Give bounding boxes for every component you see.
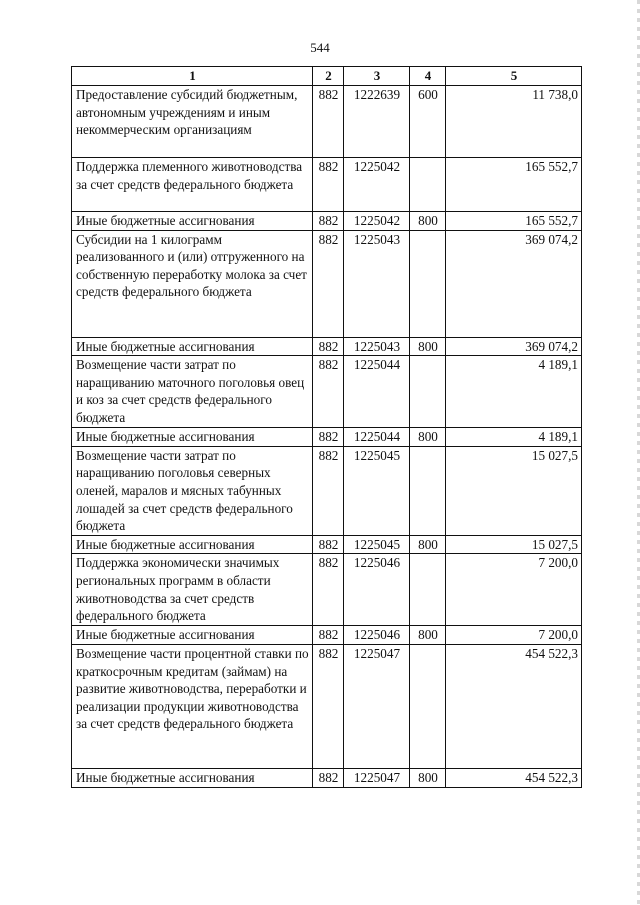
row-amount: 165 552,7 (446, 212, 582, 231)
row-code: 1225042 (344, 212, 410, 231)
row-type (410, 446, 446, 535)
row-amount: 15 027,5 (446, 446, 582, 535)
row-code: 1222639 (344, 86, 410, 158)
row-name: Субсидии на 1 килограмм реализованного и (или) отгруженного на собственную переработку молока за счет средств федерального бюджета (72, 230, 313, 337)
row-code: 1225044 (344, 428, 410, 447)
row-amount: 15 027,5 (446, 535, 582, 554)
row-admin: 882 (313, 554, 344, 626)
row-type: 800 (410, 212, 446, 231)
row-code: 1225045 (344, 535, 410, 554)
row-admin: 882 (313, 535, 344, 554)
row-name: Иные бюджетные ассигнования (72, 428, 313, 447)
row-admin: 882 (313, 212, 344, 231)
table-row (72, 768, 582, 787)
row-admin: 882 (313, 158, 344, 212)
row-amount: 369 074,2 (446, 230, 582, 337)
column-header-name: 1 (72, 67, 313, 86)
table-row (72, 428, 582, 447)
row-type: 800 (410, 626, 446, 645)
row-name: Иные бюджетные ассигнования (72, 212, 313, 231)
row-type: 600 (410, 86, 446, 158)
row-amount: 11 738,0 (446, 86, 582, 158)
row-amount: 4 189,1 (446, 356, 582, 428)
row-amount: 165 552,7 (446, 158, 582, 212)
row-name: Иные бюджетные ассигнования (72, 535, 313, 554)
column-header-code: 3 (344, 67, 410, 86)
row-code: 1225043 (344, 337, 410, 356)
row-code: 1225047 (344, 768, 410, 787)
table-row (72, 535, 582, 554)
row-name: Возмещение части процентной ставки по краткосрочным кредитам (займам) на развитие животноводства, переработки и реализации продукции животноводства за счет средств федерального бюджета (72, 644, 313, 768)
row-type (410, 554, 446, 626)
table-row (72, 337, 582, 356)
row-admin: 882 (313, 768, 344, 787)
row-type (410, 356, 446, 428)
row-amount: 454 522,3 (446, 644, 582, 768)
row-amount: 4 189,1 (446, 428, 582, 447)
table-row (72, 356, 582, 428)
row-code: 1225045 (344, 446, 410, 535)
row-amount: 454 522,3 (446, 768, 582, 787)
row-type (410, 644, 446, 768)
row-name: Иные бюджетные ассигнования (72, 337, 313, 356)
row-type: 800 (410, 535, 446, 554)
table-row (72, 86, 582, 158)
row-type: 800 (410, 337, 446, 356)
table-row (72, 158, 582, 212)
row-name: Возмещение части затрат по наращиванию маточного поголовья овец и коз за счет средств федерального бюджета (72, 356, 313, 428)
row-name: Предоставление субсидий бюджетным, автономным учреждениям и иным некоммерческим организациям (72, 86, 313, 158)
row-admin: 882 (313, 337, 344, 356)
row-admin: 882 (313, 356, 344, 428)
page-number: 544 (310, 40, 330, 55)
row-type: 800 (410, 768, 446, 787)
row-admin: 882 (313, 230, 344, 337)
row-name: Поддержка племенного животноводства за счет средств федерального бюджета (72, 158, 313, 212)
row-admin: 882 (313, 626, 344, 645)
row-admin: 882 (313, 644, 344, 768)
column-header-admin: 2 (313, 67, 344, 86)
row-admin: 882 (313, 446, 344, 535)
table-row (72, 230, 582, 337)
table-row (72, 446, 582, 535)
row-type: 800 (410, 428, 446, 447)
row-code: 1225043 (344, 230, 410, 337)
row-type (410, 230, 446, 337)
row-code: 1225047 (344, 644, 410, 768)
row-name: Иные бюджетные ассигнования (72, 626, 313, 645)
column-header-amount: 5 (446, 67, 582, 86)
table-row (72, 626, 582, 645)
row-name: Иные бюджетные ассигнования (72, 768, 313, 787)
column-header-type: 4 (410, 67, 446, 86)
row-amount: 7 200,0 (446, 554, 582, 626)
budget-allocation-table (71, 66, 582, 788)
row-type (410, 158, 446, 212)
row-name: Возмещение части затрат по наращиванию поголовья северных оленей, маралов и мясных табунных лошадей за счет средств федерального бюджета (72, 446, 313, 535)
row-amount: 369 074,2 (446, 337, 582, 356)
row-code: 1225042 (344, 158, 410, 212)
table-row (72, 554, 582, 626)
row-code: 1225044 (344, 356, 410, 428)
table-row (72, 644, 582, 768)
row-admin: 882 (313, 86, 344, 158)
row-admin: 882 (313, 428, 344, 447)
row-code: 1225046 (344, 554, 410, 626)
table-row (72, 212, 582, 231)
row-code: 1225046 (344, 626, 410, 645)
row-amount: 7 200,0 (446, 626, 582, 645)
table-header-row (72, 67, 582, 86)
row-name: Поддержка экономически значимых региональных программ в области животноводства за счет средств федерального бюджета (72, 554, 313, 626)
